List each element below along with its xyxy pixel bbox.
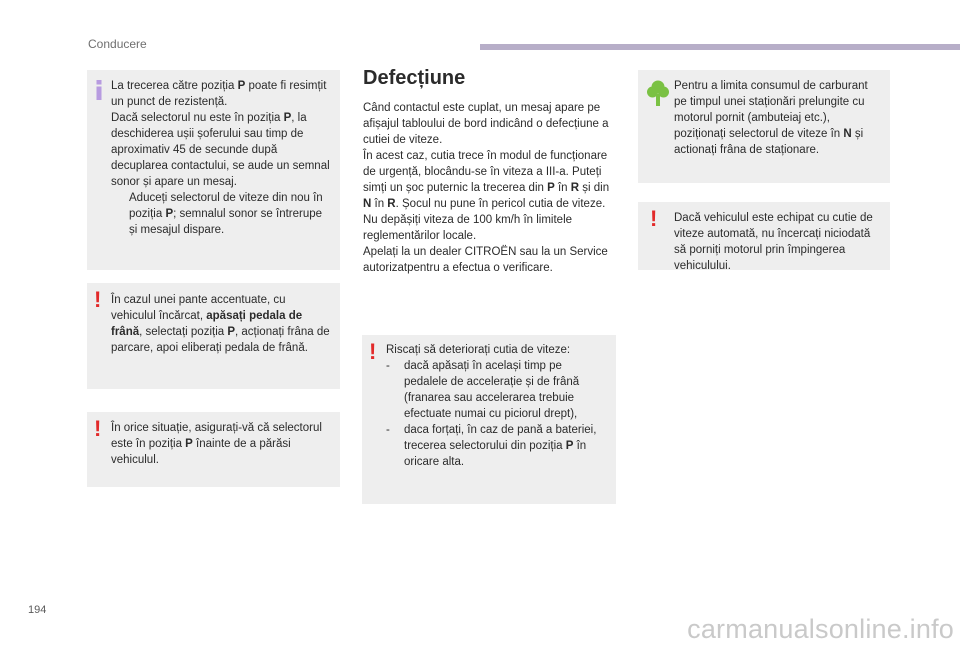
paragraph-2: În acest caz, cutia trece în modul de funcționare de urgență, blocându-se în viteza a III-a. Puteți simți un șoc puternic la trecerea din P în R și din N în R. Șocul nu pune în pericol cutia de viteze. xyxy=(363,150,610,210)
list-item: - daca forțați, în caz de pană a bateriei, trecerea selectorului din poziția P în oricare alta. xyxy=(386,424,597,468)
paragraph-3: Nu depășiți viteza de 100 km/h în limitele reglementărilor locale. xyxy=(363,214,573,242)
warning-icon: ! xyxy=(650,206,658,231)
header-accent-bar xyxy=(480,44,960,50)
info-text: La trecerea către poziția P poate fi resimțit un punct de rezistență. Dacă selectorul nu este în poziția P, la deschiderea ușii șoferului sau timp de aproximativ 45 de secunde după decuplarea contactului, se aude un semnal sonor și apare un mesaj. xyxy=(111,80,330,188)
section-label: Conducere xyxy=(88,37,147,51)
info-box-p-position xyxy=(87,70,340,270)
warning-text: În orice situație, asigurați-vă că selectorul este în poziția P înainte de a părăsi vehiculul. xyxy=(111,422,322,466)
eco-tree-icon xyxy=(647,80,669,111)
warning-box-push-start xyxy=(638,202,890,270)
arrow-bullet-icon xyxy=(111,190,129,238)
warning-icon: ! xyxy=(94,416,102,441)
list-item: - dacă apăsați în același timp pe pedalele de accelerație și de frână (franarea sau accelerarea trebuie efectuate numai cu piciorul drept), xyxy=(386,360,580,420)
warning-box-slope xyxy=(87,283,340,389)
paragraph-4: Apelați la un dealer CITROËN sau la un Service autorizatpentru a efectua o verificare. xyxy=(363,246,608,274)
warning-icon: ! xyxy=(369,339,377,364)
warning-text: În cazul unei pante accentuate, cu vehiculul încărcat, apăsați pedala de frână, selectați poziția P, acționați frâna de parcare, apoi eliberați pedala de frână. xyxy=(111,294,330,354)
warning-intro: Riscați să deteriorați cutia de viteze: xyxy=(386,344,571,356)
watermark: carmanualsonline.info xyxy=(687,614,954,644)
eco-tip-text: Pentru a limita consumul de carburant pe timpul unei staționări prelungite cu motorul pornit (ambuteiaj etc.), poziționați selectorul de viteze în N și actionați frâna de staționare. xyxy=(674,80,868,156)
page-number: 194 xyxy=(28,604,47,616)
warning-box-leave-vehicle xyxy=(87,412,340,487)
warning-box-damage xyxy=(362,335,616,504)
info-icon xyxy=(94,80,104,105)
main-content xyxy=(363,66,619,276)
paragraph-1: Când contactul este cuplat, un mesaj apare pe afișajul tabloului de bord indicând o defecțiune a cutiei de viteze. xyxy=(363,102,609,146)
instruction-bullet: Aduceți selectorul de viteze din nou în poziția P; semnalul sonor se întrerupe și mesajul dispare. xyxy=(111,190,332,238)
warning-icon: ! xyxy=(94,287,102,312)
section-title: Defecțiune xyxy=(363,67,466,89)
warning-text: Dacă vehiculul este echipat cu cutie de viteze automată, nu încercați niciodată să porniți motorul prin împingerea vehiculului. xyxy=(674,212,873,272)
eco-tip-box xyxy=(638,70,890,183)
